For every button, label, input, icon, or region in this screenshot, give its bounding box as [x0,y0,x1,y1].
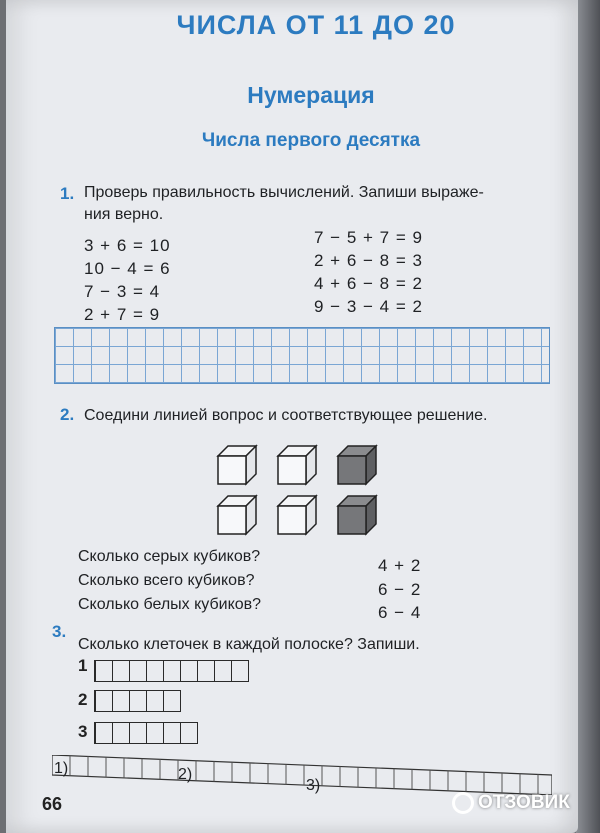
strip-label: 2 [78,690,88,709]
workbook-page [6,0,578,833]
cell-strip [94,690,181,712]
task2-number: 2. [60,405,75,424]
task1-left-expr: 2 + 7 = 9 [84,305,161,324]
page-number: 66 [42,794,63,814]
task3-text: Сколько клеточек в каждой полоске? Запиши. [78,636,420,653]
subsection-title: Числа первого десятка [201,130,421,151]
answer-label: 1) [54,760,69,777]
white-cube [216,494,258,536]
solution-item: 6 − 2 [378,580,422,599]
task1-left-expr: 7 − 3 = 4 [84,282,161,301]
section-title: Нумерация [247,82,375,108]
task1-right-expr: 7 − 5 + 7 = 9 [314,228,423,247]
watermark-text: ОТЗОВИК [478,792,570,813]
task1-left-expr: 3 + 6 = 10 [84,236,171,255]
question-item: Сколько серых кубиков? [78,548,261,565]
question-item: Сколько белых кубиков? [78,596,262,613]
task3-number: 3. [52,622,67,641]
task1-number: 1. [60,184,75,203]
white-cube [276,494,318,536]
answer-label: 2) [178,766,193,783]
task1-text-line2: ния верно. [84,206,164,223]
white-cube [216,444,258,486]
book-spine-shadow [576,0,600,833]
answer-label: 3) [306,777,321,794]
task1-text-line1: Проверь правильность вычислений. Запиши выраже- [84,184,484,201]
strip-label: 1 [78,656,88,675]
task1-left-expr: 10 − 4 = 6 [84,259,171,278]
task1-right-expr: 2 + 6 − 8 = 3 [314,251,423,270]
task1-right-expr: 9 − 3 − 4 = 2 [314,297,423,316]
gray-cube [336,444,378,486]
task1-right-expr: 4 + 6 − 8 = 2 [314,274,423,293]
watermark-logo-icon [452,792,474,814]
solution-item: 6 − 4 [378,603,422,622]
cell-strip [94,722,198,744]
white-cube [276,444,318,486]
question-item: Сколько всего кубиков? [78,572,255,589]
solution-item: 4 + 2 [378,556,422,575]
task2-text: Соедини линией вопрос и соответствующее решение. [84,407,488,424]
chapter-title: ЧИСЛА ОТ 11 ДО 20 [176,10,456,40]
answer-grid[interactable] [54,327,550,384]
answer-strip[interactable] [52,755,552,795]
gray-cube [336,494,378,536]
strip-label: 3 [78,722,88,741]
cell-strip [94,660,249,682]
